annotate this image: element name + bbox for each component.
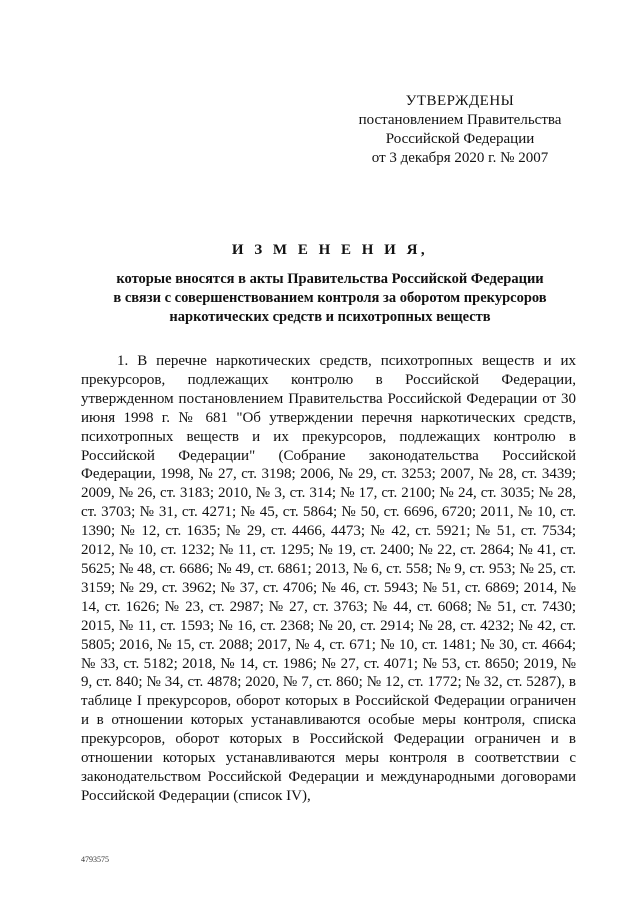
subtitle-line-2: в связи с совершенствованием контроля за оборотом прекурсоров bbox=[113, 290, 547, 306]
document-code: 4793575 bbox=[81, 855, 109, 864]
document-subtitle bbox=[40, 270, 620, 327]
approval-line-resolution: постановлением Правительства bbox=[358, 112, 562, 128]
document-title-block bbox=[40, 240, 620, 327]
approval-heading: УТВЕРЖДЕНЫ bbox=[405, 93, 515, 109]
paragraph-1: 1. В перечне наркотических средств, психотропных веществ и их прекурсоров, подлежащих контролю в Российской Федерации, утвержденном постановлением Правительства Российской Федерации от 30 июня 1998 г. № 681 "Об утверждении перечня наркотических средств, психотропных веществ и их прекурсоров, подлежащих контролю в Российской Федерации" (Собрание законодательства Российской Федерации, 1998, № 27, ст. 3198; 2006, № 29, ст. 3253; 2007, № 28, ст. 3439; 2009, № 26, ст. 3183; 2010, № 3, ст. 314; № 17, ст. 2100; № 24, ст. 3035; № 28, ст. 3703; № 31, ст. 4271; № 45, ст. 5864; № 50, ст. 6696, 6720; 2011, № 10, ст. 1390; № 12, ст. 1635; № 29, ст. 4466, 4473; № 42, ст. 5921; № 51, ст. 7534; 2012, № 10, ст. 1232; № 11, ст. 1295; № 19, ст. 2400; № 22, ст. 2864; № 41, ст. 5625; № 48, ст. 6686; № 49, ст. 6861; 2013, № 6, ст. 558; № 9, ст. 953; № 25, ст. 3159; № 29, ст. 3962; № 37, ст. 4706; № 46, ст. 5943; № 51, ст. 6869; 2014, № 14, ст. 1626; № 23, ст. 2987; № 27, ст. 3763; № 44, ст. 6068; № 51, ст. 7430; 2015, № 11, ст. 1593; № 16, ст. 2368; № 20, ст. 2914; № 28, ст. 4232; № 42, ст. 5805; 2016, № 15, ст. 2088; 2017, № 4, ст. 671; № 10, ст. 1481; № 30, ст. 4664; № 33, ст. 5182; 2018, № 14, ст. 1986; № 27, ст. 4071; № 53, ст. 8650; 2019, № 9, ст. 840; № 34, ст. 4878; 2020, № 7, ст. 860; № 12, ст. 1772; № 32, ст. 5287), в таблице I прекурсоров, оборот которых в Российской Федерации ограничен и в отношении которых устанавливаются особые меры контроля, списка прекурсоров, оборот которых в Российской Федерации ограничен и в отношении которых устанавливаются меры контроля в соответствии с законодательством Российской Федерации и международными договорами Российской Федерации (список IV), bbox=[81, 353, 576, 804]
approval-line-federation: Российской Федерации bbox=[385, 131, 535, 147]
subtitle-line-1: которые вносятся в акты Правительства Российской Федерации bbox=[116, 271, 544, 287]
approval-stamp bbox=[340, 92, 580, 168]
subtitle-line-3: наркотических средств и психотропных веществ bbox=[169, 309, 491, 325]
approval-line-date: от 3 декабря 2020 г. № 2007 bbox=[371, 150, 549, 166]
document-title: И З М Е Н Е Н И Я, bbox=[231, 242, 429, 258]
